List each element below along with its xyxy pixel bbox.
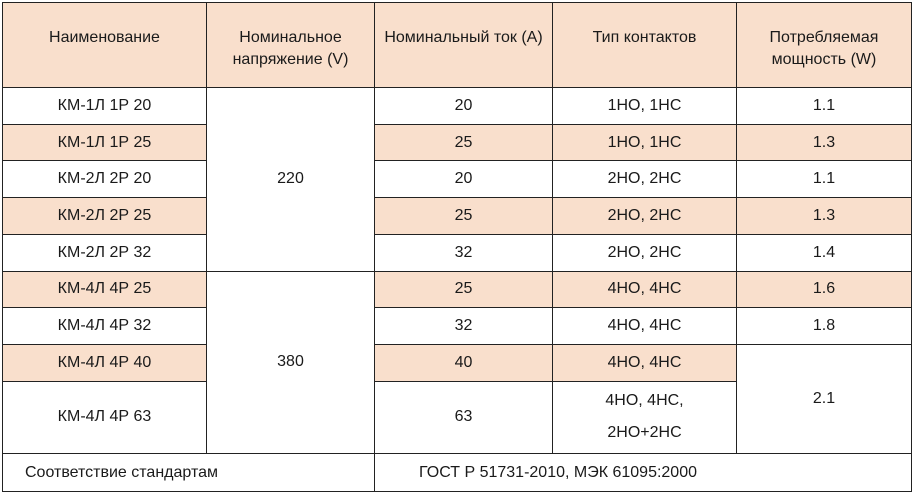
cell-contacts: 2НО, 2НС bbox=[553, 198, 737, 235]
table-row bbox=[3, 271, 912, 308]
header-current: Номинальный ток (A) bbox=[375, 3, 553, 88]
cell-power: 1.3 bbox=[737, 124, 912, 161]
table-row bbox=[3, 124, 912, 161]
cell-power: 1.1 bbox=[737, 161, 912, 198]
cell-voltage-380: 380 bbox=[207, 271, 375, 454]
cell-contacts: 2НО, 2НС bbox=[553, 161, 737, 198]
cell-current: 63 bbox=[375, 381, 553, 453]
cell-contacts: 4НО, 4НС bbox=[553, 345, 737, 382]
cell-current: 32 bbox=[375, 308, 553, 345]
cell-current: 25 bbox=[375, 198, 553, 235]
cell-power: 1.4 bbox=[737, 234, 912, 271]
cell-name: КМ-4Л 4Р 25 bbox=[3, 271, 207, 308]
table-row bbox=[3, 198, 912, 235]
header-name: Наименование bbox=[3, 3, 207, 88]
footer-label: Соответствие стандартам bbox=[3, 454, 375, 492]
header-voltage: Номинальное напряжение (V) bbox=[207, 3, 375, 88]
cell-contacts: 2НО, 2НС bbox=[553, 234, 737, 271]
table-row bbox=[3, 161, 912, 198]
cell-power-merged: 2.1 bbox=[737, 345, 912, 454]
cell-current: 20 bbox=[375, 88, 553, 125]
cell-current: 25 bbox=[375, 271, 553, 308]
table-row bbox=[3, 234, 912, 271]
cell-contacts: 4НО, 4НС bbox=[553, 271, 737, 308]
cell-name: КМ-4Л 4Р 40 bbox=[3, 345, 207, 382]
header-contacts: Тип контактов bbox=[553, 3, 737, 88]
cell-name: КМ-1Л 1Р 25 bbox=[3, 124, 207, 161]
header-power: Потребляемая мощность (W) bbox=[737, 3, 912, 88]
contacts-line-2: 2НО+2НС bbox=[607, 424, 682, 442]
cell-name: КМ-2Л 2Р 32 bbox=[3, 234, 207, 271]
table-row bbox=[3, 88, 912, 125]
contactor-spec-table bbox=[2, 2, 912, 492]
table-row bbox=[3, 345, 912, 382]
cell-power: 1.1 bbox=[737, 88, 912, 125]
table-header-row bbox=[3, 3, 912, 88]
contacts-line-1: 4НО, 4НС, bbox=[605, 392, 684, 410]
cell-contacts: 1НО, 1НС bbox=[553, 88, 737, 125]
footer-value: ГОСТ Р 51731-2010, МЭК 61095:2000 bbox=[375, 454, 912, 492]
cell-power: 1.6 bbox=[737, 271, 912, 308]
cell-contacts: 4НО, 4НС bbox=[553, 308, 737, 345]
cell-current: 20 bbox=[375, 161, 553, 198]
footer-row bbox=[3, 454, 912, 492]
cell-name: КМ-2Л 2Р 25 bbox=[3, 198, 207, 235]
cell-current: 32 bbox=[375, 234, 553, 271]
cell-name: КМ-1Л 1Р 20 bbox=[3, 88, 207, 125]
cell-name: КМ-4Л 4Р 63 bbox=[3, 381, 207, 453]
cell-name: КМ-4Л 4Р 32 bbox=[3, 308, 207, 345]
cell-name: КМ-2Л 2Р 20 bbox=[3, 161, 207, 198]
cell-contacts: 1НО, 1НС bbox=[553, 124, 737, 161]
cell-current: 25 bbox=[375, 124, 553, 161]
cell-contacts bbox=[553, 381, 737, 453]
cell-power: 1.8 bbox=[737, 308, 912, 345]
cell-voltage-220: 220 bbox=[207, 88, 375, 272]
table-row bbox=[3, 308, 912, 345]
cell-power: 1.3 bbox=[737, 198, 912, 235]
cell-current: 40 bbox=[375, 345, 553, 382]
